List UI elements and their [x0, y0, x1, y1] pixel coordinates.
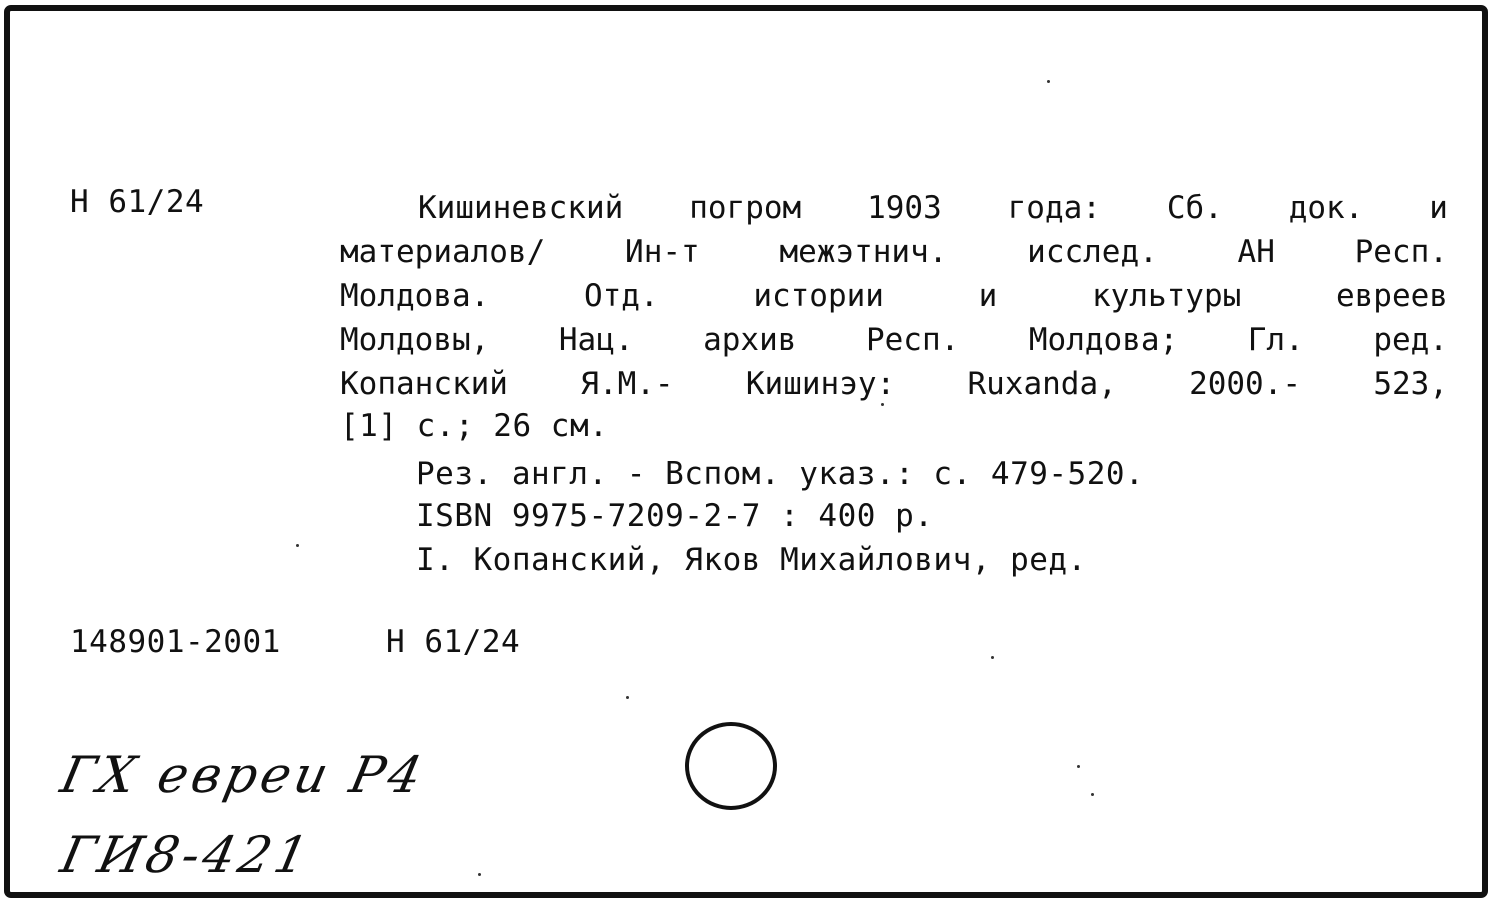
accession-number: 148901-2001: [70, 624, 281, 660]
word: Копанский: [340, 366, 508, 402]
handwritten-note-1: ГХ евреи Р4: [55, 746, 431, 804]
word: погром: [689, 190, 802, 226]
word: 2000.-: [1189, 366, 1302, 402]
note-added-entry: I. Копанский, Яков Михайлович, ред.: [416, 542, 1087, 578]
punch-hole-circle-icon: [683, 718, 783, 818]
word: 523,: [1373, 366, 1448, 402]
word: материалов/: [340, 234, 546, 270]
word: Молдовы,: [340, 322, 490, 358]
scan-speck: [881, 403, 884, 406]
word: и: [978, 278, 998, 314]
word: Я.М.-: [580, 366, 674, 402]
scan-speck: [1077, 765, 1080, 768]
scan-speck: [626, 696, 629, 699]
handwritten-note-2: ГИ8-421: [55, 826, 318, 884]
word: истории: [753, 278, 884, 314]
word: архив: [703, 322, 797, 358]
word: Молдова.: [340, 278, 490, 314]
word: Ин-т: [625, 234, 700, 270]
word: Кишиневский: [418, 190, 624, 226]
word: Кишинэу:: [745, 366, 896, 402]
word: исслед.: [1027, 234, 1158, 270]
word: 1903: [867, 190, 942, 226]
word: евреев: [1335, 278, 1448, 314]
word: межэтнич.: [779, 234, 948, 270]
body-line-2: [340, 230, 1448, 274]
word: Респ.: [1354, 234, 1448, 270]
word: Ruxanda,: [967, 366, 1117, 402]
body-line-3: [340, 274, 1448, 318]
word: года:: [1007, 190, 1101, 226]
shelfmark: Н 61/24: [70, 184, 205, 220]
note-isbn: ISBN 9975-7209-2-7 : 400 р.: [416, 498, 934, 534]
scan-speck: [478, 873, 481, 876]
scan-speck: [1047, 80, 1050, 83]
body-line-6: [1] с.; 26 см.: [340, 408, 609, 444]
word: Гл.: [1247, 322, 1304, 358]
word: ред.: [1373, 322, 1448, 358]
body-line-4: [340, 318, 1448, 362]
scan-speck: [991, 656, 994, 659]
word: Нац.: [558, 322, 634, 358]
note-summary: Рез. англ. - Вспом. указ.: с. 479-520.: [416, 456, 1145, 492]
word: культуры: [1091, 278, 1242, 314]
body-line-1: [340, 186, 1448, 230]
scan-speck: [1091, 793, 1094, 796]
word: Сб.: [1166, 190, 1223, 226]
scan-speck: [296, 544, 299, 547]
word: АН: [1237, 234, 1275, 270]
word: и: [1429, 190, 1448, 226]
word: Отд.: [583, 278, 659, 314]
word: Респ.: [865, 322, 960, 358]
word: док.: [1288, 190, 1364, 226]
body-line-5: [340, 362, 1448, 406]
word: Молдова;: [1028, 322, 1179, 358]
shelfmark-bottom: Н 61/24: [386, 624, 521, 660]
